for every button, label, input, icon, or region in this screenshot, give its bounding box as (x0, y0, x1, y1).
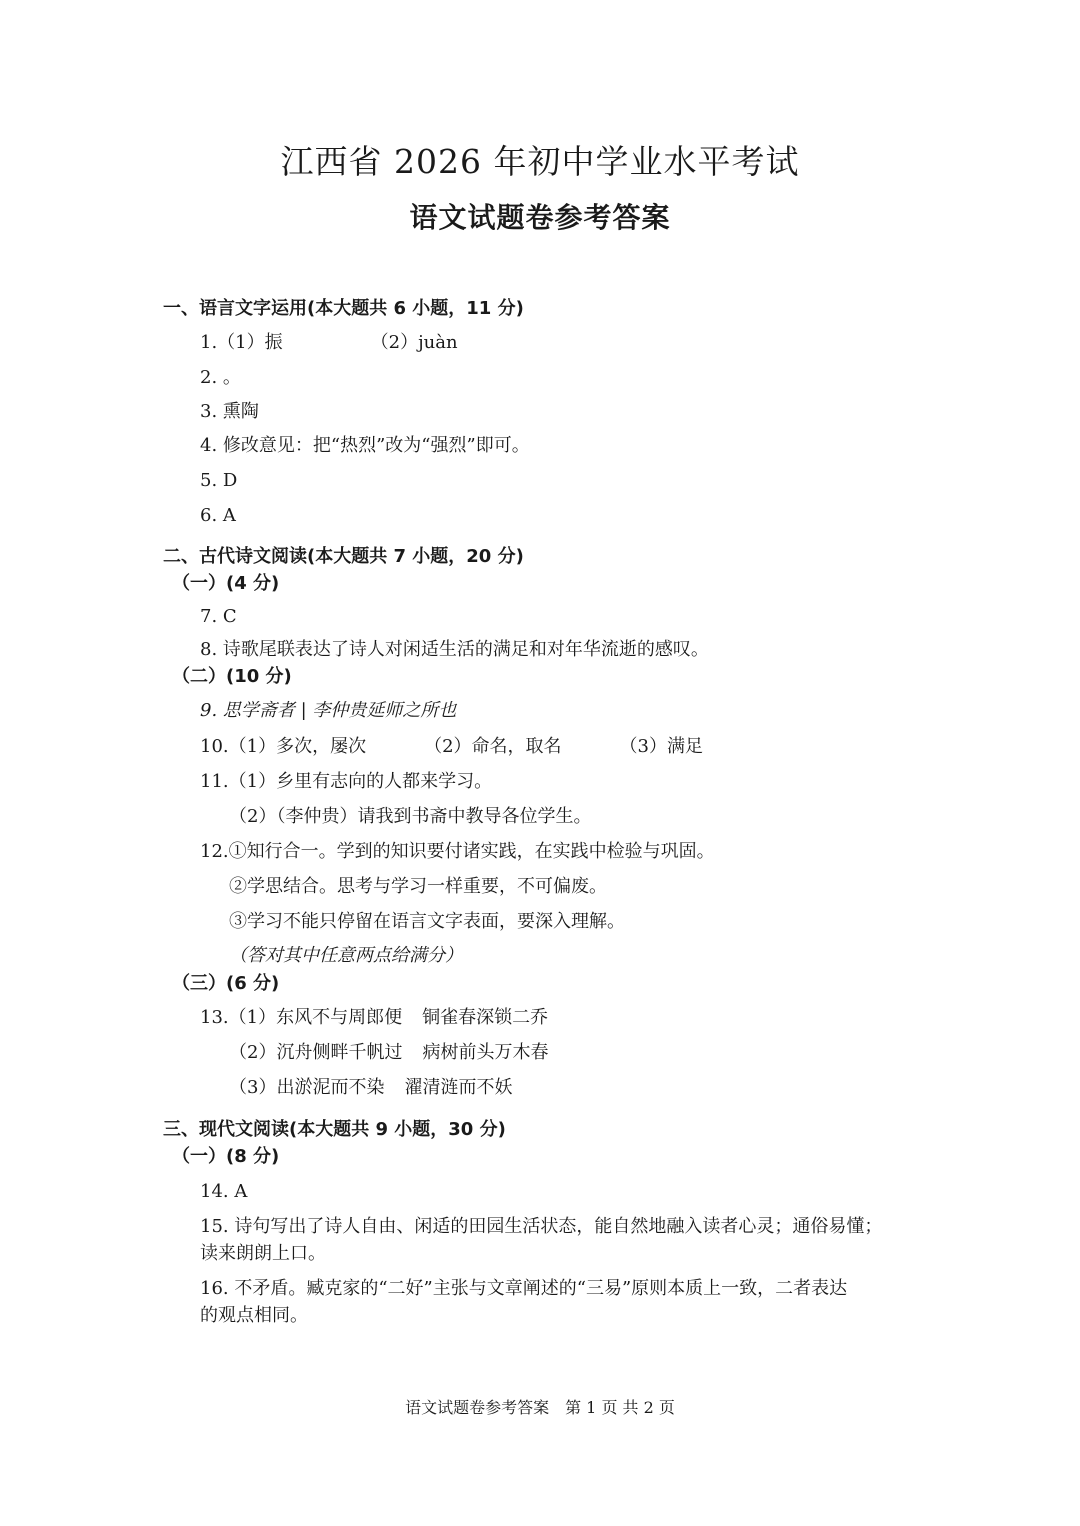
answer-13-2-line-2: 病树前头万木春 (422, 1042, 549, 1063)
page-footer: 语文试题卷参考答案 第 1 页 共 2 页 (405, 1398, 675, 1417)
answer-6: 6. A (200, 505, 236, 526)
answer-5: 5. D (200, 470, 238, 491)
answer-13-1-line-1: 13.（1）东风不与周郎便 (200, 1007, 403, 1028)
answer-16-line-2: 的观点相同。 (200, 1305, 308, 1326)
subsection-2-2: （二）(10 分) (172, 666, 292, 687)
answer-12-2: ②学思结合。思考与学习一样重要，不可偏废。 (229, 876, 607, 897)
answer-13-1-line-2: 铜雀春深锁二乔 (422, 1007, 549, 1028)
answer-13-2-line-1: （2）沉舟侧畔千帆过 (229, 1042, 403, 1063)
answer-12-1: 12.①知行合一。学到的知识要付诸实践，在实践中检验与巩固。 (200, 841, 715, 862)
answer-13-3-line-1: （3）出淤泥而不染 (229, 1077, 385, 1098)
answer-3: 3. 熏陶 (200, 401, 259, 422)
answer-12-3: ③学习不能只停留在语言文字表面，要深入理解。 (229, 911, 625, 932)
answer-1 (200, 331, 458, 355)
answer-10-part-3: （3）满足 (619, 736, 703, 757)
answer-10-part-1: 10.（1）多次，屡次 (200, 736, 367, 757)
answer-2: 2. 。 (200, 367, 241, 388)
answer-10 (200, 735, 703, 759)
subsection-3-1: （一）(8 分) (172, 1146, 280, 1167)
answer-11-2: （2）（李仲贵）请我到书斋中教导各位学生。 (229, 806, 592, 827)
page-title: 江西省 2026 年初中学业水平考试 (280, 142, 800, 181)
answer-13-2 (229, 1041, 548, 1065)
answer-1-part-2: （2）juàn (370, 332, 458, 353)
subsection-2-3: （三）(6 分) (172, 973, 280, 994)
answer-7: 7. C (200, 606, 237, 627)
answer-10-part-2: （2）命名，取名 (424, 736, 562, 757)
answer-13-3-line-2: 濯清涟而不妖 (404, 1077, 513, 1098)
answer-15-line-2: 读来朗朗上口。 (200, 1243, 326, 1264)
answer-14: 14. A (200, 1181, 248, 1202)
answer-16-line-1: 16. 不矛盾。臧克家的“二好”主张与文章阐述的“三易”原则本质上一致，二者表达 (200, 1278, 848, 1299)
answer-1-part-1: 1.（1）振 (200, 332, 283, 353)
answer-11-1: 11.（1）乡里有志向的人都来学习。 (200, 771, 493, 792)
section-heading-3: 三、现代文阅读(本大题共 9 小题，30 分) (163, 1119, 506, 1140)
answer-12-note: （答对其中任意两点给满分） (229, 945, 463, 966)
subsection-2-1: （一）(4 分) (172, 573, 280, 594)
section-heading-2: 二、古代诗文阅读(本大题共 7 小题，20 分) (163, 546, 524, 567)
page-subtitle: 语文试题卷参考答案 (409, 201, 671, 234)
answer-9: 9. 思学斋者 | 李仲贵延师之所也 (200, 700, 457, 721)
answer-13-1 (200, 1006, 548, 1030)
answer-8: 8. 诗歌尾联表达了诗人对闲适生活的满足和对年华流逝的感叹。 (200, 639, 709, 660)
section-heading-1: 一、语言文字运用(本大题共 6 小题，11 分) (163, 298, 524, 319)
answer-13-3 (229, 1076, 512, 1100)
answer-4: 4. 修改意见：把“热烈”改为“强烈”即可。 (200, 435, 530, 456)
answer-15-line-1: 15. 诗句写出了诗人自由、闲适的田园生活状态，能自然地融入读者心灵；通俗易懂； (200, 1216, 883, 1237)
